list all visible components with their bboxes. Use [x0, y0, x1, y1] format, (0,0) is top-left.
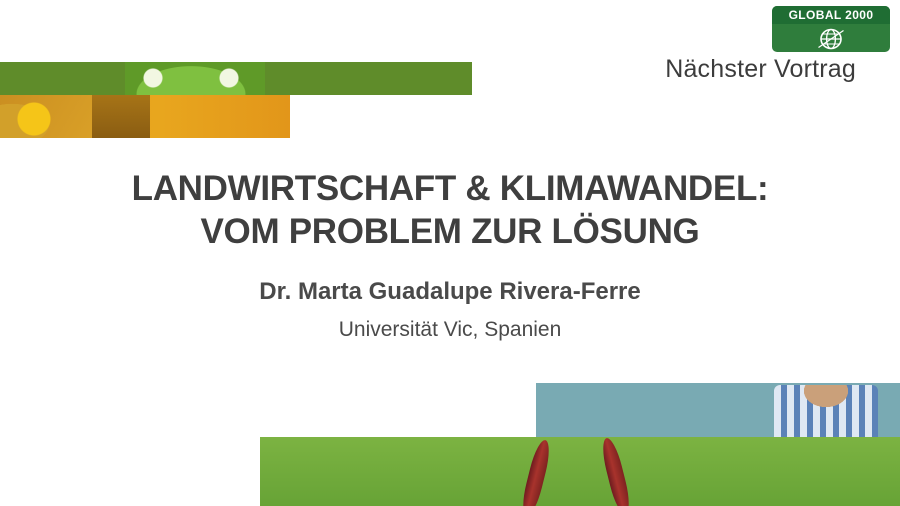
title-line-1: LANDWIRTSCHAFT & KLIMAWANDEL: [131, 169, 769, 208]
green-field-photo-strip [260, 437, 900, 506]
person-image [774, 385, 878, 437]
title-line-2: VOM PROBLEM ZUR LÖSUNG [200, 211, 700, 251]
frog-image [125, 62, 265, 95]
bee-photo-strip [0, 95, 290, 138]
speaker-affiliation: Universität Vic, Spanien [338, 318, 562, 341]
next-talk-label: Nächster Vortrag [665, 55, 856, 83]
bean-pod-left [519, 438, 553, 506]
bean-pod-right [599, 437, 633, 506]
bee-image-shadow [92, 95, 150, 138]
bean-pods-image [510, 437, 670, 506]
global-2000-logo [772, 6, 890, 52]
frog-photo-strip [0, 62, 472, 95]
person-photo-strip [536, 383, 900, 437]
globe-icon [818, 27, 844, 51]
logo-text: GLOBAL 2000 [788, 8, 874, 22]
speaker-name: Dr. Marta Guadalupe Rivera-Ferre [259, 278, 641, 305]
page-title [0, 168, 900, 253]
